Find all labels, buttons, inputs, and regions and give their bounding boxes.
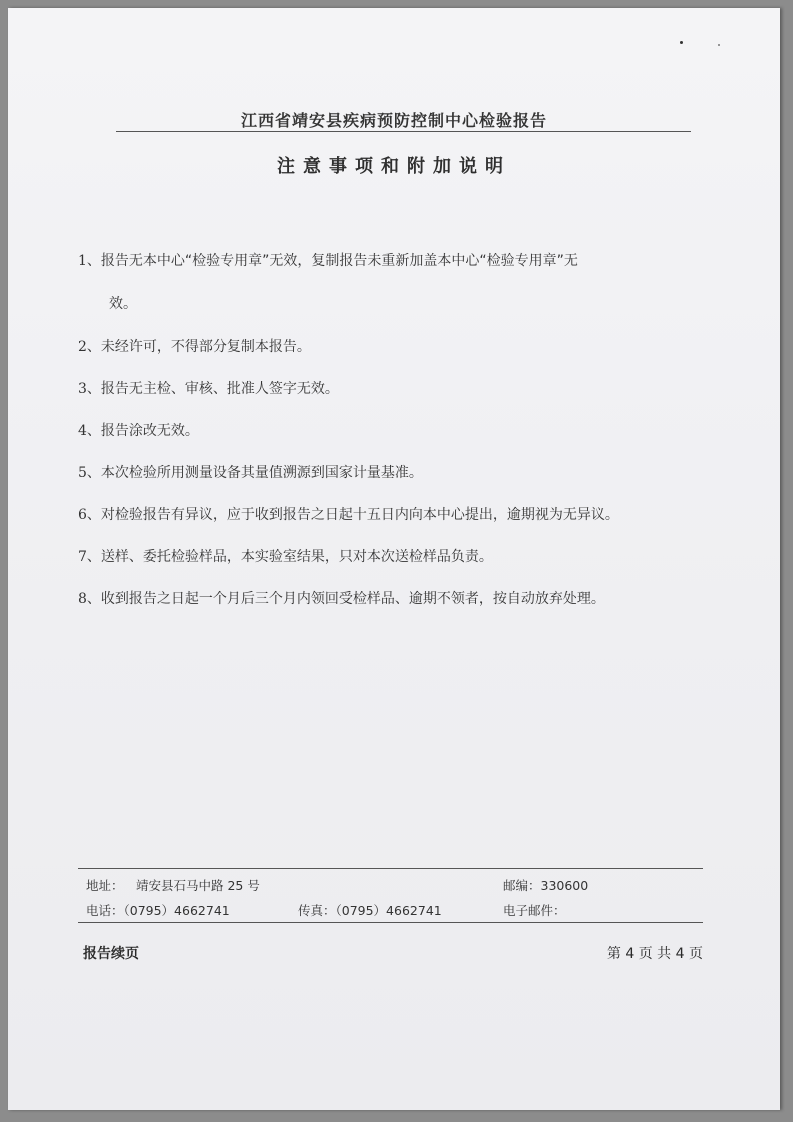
note-item-8 (78, 589, 708, 609)
note-number: 4 (78, 423, 87, 439)
footer-contact-row (78, 901, 703, 919)
notes-list (78, 250, 708, 631)
note-item-6 (78, 505, 708, 525)
note-text: 、报告无本中心“检验专用章”无效，复制报告未重新加盖本中心“检验专用章”无 (86, 253, 578, 269)
title-divider (116, 131, 691, 132)
note-text: 、本次检验所用测量设备其量值溯源到国家计量基准。 (86, 465, 423, 481)
note-item-2 (78, 337, 708, 357)
report-continued-label: 报告续页 (83, 946, 139, 962)
ink-speck (680, 41, 683, 44)
footer-address-row (78, 876, 703, 894)
document-title: 注意事项和附加说明 (277, 156, 511, 177)
note-text: 、收到报告之日起一个月后三个月内领回受检样品、逾期不领者，按自动放弃处理。 (86, 591, 605, 607)
note-text: 、送样、委托检验样品，本实验室结果，只对本次送检样品负责。 (86, 549, 493, 565)
footer-bottom-divider (78, 922, 703, 923)
organization-title: 江西省靖安县疾病预防控制中心检验报告 (240, 111, 547, 130)
note-item-5 (78, 463, 708, 483)
note-number: 8 (78, 591, 87, 607)
note-number: 6 (78, 507, 87, 523)
address-value: 靖安县石马中路 25 号 (136, 878, 260, 893)
note-text: 、对检验报告有异议，应于收到报告之日起十五日内向本中心提出，逾期视为无异议。 (86, 507, 619, 523)
note-item-3 (78, 379, 708, 399)
footer-top-divider (78, 868, 703, 869)
report-page (8, 8, 780, 1110)
note-item-7 (78, 547, 708, 567)
note-text: 、未经许可，不得部分复制本报告。 (86, 339, 311, 355)
page-number: 第 4 页 共 4 页 (606, 946, 703, 962)
note-number: 3 (78, 381, 87, 397)
postcode: 邮编：330600 (503, 878, 589, 893)
address-label: 地址： (86, 878, 124, 893)
note-item-4 (78, 421, 708, 441)
ink-speck (718, 44, 720, 46)
fax: 传真：（0795）4662741 (298, 903, 442, 918)
note-number: 5 (78, 465, 87, 481)
note-text: 、报告无主检、审核、批准人签字无效。 (86, 381, 339, 397)
note-number: 2 (78, 339, 87, 355)
email-label: 电子邮件： (503, 903, 566, 918)
note-continuation: 效。 (109, 296, 137, 312)
note-number: 7 (78, 549, 87, 565)
note-text: 、报告涂改无效。 (86, 423, 199, 439)
note-item-1 (78, 250, 708, 315)
phone: 电话：（0795）4662741 (86, 903, 230, 918)
note-number: 1 (78, 253, 87, 269)
